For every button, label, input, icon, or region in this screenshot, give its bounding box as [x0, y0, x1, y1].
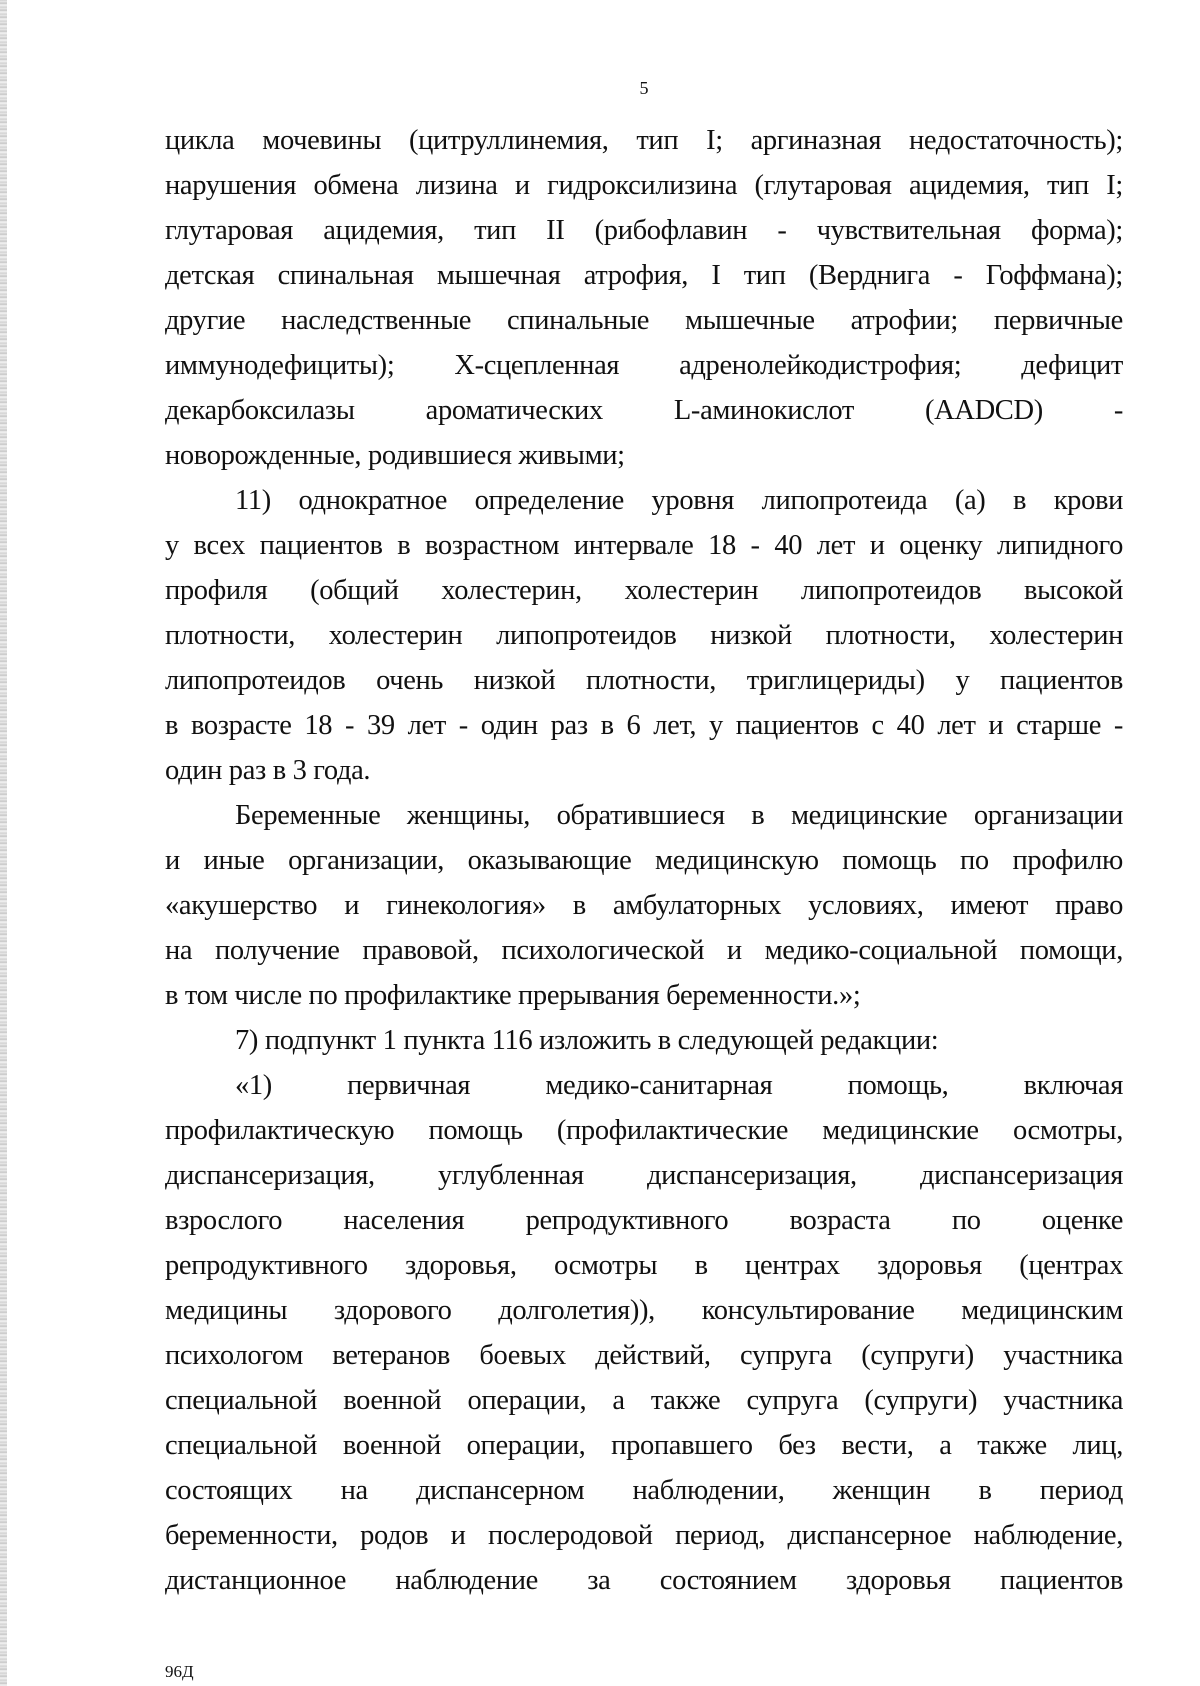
text-line: другие наследственные спинальные мышечные атрофии; первичные: [165, 305, 1123, 336]
text-line: состоящих на диспансерном наблюдении, женщин в период: [165, 1475, 1123, 1506]
text-line: «акушерство и гинекология» в амбулаторных условиях, имеют право: [165, 890, 1123, 921]
document-code: 96Д: [165, 1662, 194, 1681]
text-line: у всех пациентов в возрастном интервале 18 - 40 лет и оценку липидного: [165, 530, 1123, 561]
text-line: репродуктивного здоровья, осмотры в центрах здоровья (центрах: [165, 1250, 1123, 1281]
text-line: 11) однократное определение уровня липопротеида (а) в крови: [235, 485, 1123, 516]
text-line: цикла мочевины (цитруллинемия, тип I; аргиназная недостаточность);: [165, 125, 1123, 156]
text-line: и иные организации, оказывающие медицинскую помощь по профилю: [165, 845, 1123, 876]
document-body: [165, 118, 1123, 1603]
text-line: психологом ветеранов боевых действий, супруга (супруги) участника: [165, 1340, 1123, 1371]
page-number: 5: [639, 78, 649, 98]
text-line: диспансеризация, углубленная диспансеризация, диспансеризация: [165, 1160, 1123, 1191]
text-line: липопротеидов очень низкой плотности, триглицериды) у пациентов: [165, 665, 1123, 696]
text-line: глутаровая ацидемия, тип II (рибофлавин - чувствительная форма);: [165, 215, 1123, 246]
text-line: один раз в 3 года.: [165, 755, 371, 786]
text-line: плотности, холестерин липопротеидов низкой плотности, холестерин: [165, 620, 1123, 651]
text-line: декарбоксилазы ароматических L-аминокислот (AADCD) -: [165, 395, 1123, 426]
text-line: детская спинальная мышечная атрофия, I тип (Верднига - Гоффмана);: [165, 260, 1123, 291]
text-line: новорожденные, родившиеся живыми;: [165, 440, 625, 471]
text-line: на получение правовой, психологической и медико-социальной помощи,: [165, 935, 1123, 966]
text-line: медицины здорового долголетия)), консультирование медицинским: [165, 1295, 1123, 1326]
text-line: специальной военной операции, а также супруга (супруги) участника: [165, 1385, 1123, 1416]
text-line: профилактическую помощь (профилактические медицинские осмотры,: [165, 1115, 1123, 1146]
text-line: иммунодефициты); Х-сцепленная адренолейкодистрофия; дефицит: [165, 350, 1123, 381]
text-line: «1) первичная медико-санитарная помощь, включая: [235, 1070, 1123, 1101]
text-line: Беременные женщины, обратившиеся в медицинские организации: [235, 800, 1123, 831]
text-line: беременности, родов и послеродовой период, диспансерное наблюдение,: [165, 1520, 1123, 1551]
text-line: взрослого населения репродуктивного возраста по оценке: [165, 1205, 1123, 1236]
scan-edge-artifact: [0, 0, 7, 1686]
text-line: в возрасте 18 - 39 лет - один раз в 6 лет, у пациентов с 40 лет и старше -: [165, 710, 1123, 741]
text-line: в том числе по профилактике прерывания беременности.»;: [165, 980, 861, 1011]
text-line: специальной военной операции, пропавшего без вести, а также лиц,: [165, 1430, 1123, 1461]
text-line: профиля (общий холестерин, холестерин липопротеидов высокой: [165, 575, 1123, 606]
text-line: нарушения обмена лизина и гидроксилизина (глутаровая ацидемия, тип I;: [165, 170, 1123, 201]
text-line: 7) подпункт 1 пункта 116 изложить в следующей редакции:: [235, 1025, 939, 1056]
text-line: дистанционное наблюдение за состоянием здоровья пациентов: [165, 1565, 1123, 1596]
